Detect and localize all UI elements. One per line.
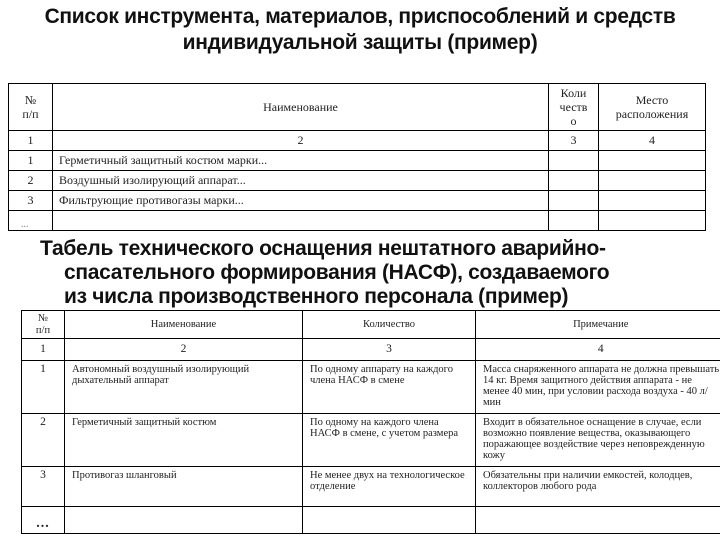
row-qty (549, 211, 599, 231)
column-number-row (22, 339, 720, 361)
row-name: Герметичный защитный костюм (65, 414, 303, 467)
header-place (599, 84, 706, 131)
row-name: Воздушный изолирующий аппарат... (53, 171, 549, 191)
header-num-line1: № (37, 312, 49, 324)
row-num: 2 (9, 171, 53, 191)
section1-title-line1: Список инструмента, материалов, приспособлений и средств (44, 5, 676, 28)
header-num (9, 84, 53, 131)
header-name: Наименование (65, 311, 303, 339)
header-qty: Количество (303, 311, 476, 339)
row-note (476, 507, 720, 534)
nasf-equipment-table (21, 310, 720, 534)
header-place-line2: расположения (615, 107, 689, 121)
table-header-row (9, 84, 706, 131)
section2-title-line2: спасательного формирования (НАСФ), создаваемого (64, 261, 610, 284)
section1-title (0, 4, 720, 56)
row-num: ... (9, 211, 53, 231)
table-row (9, 191, 706, 211)
header-qty (549, 84, 599, 131)
row-name (53, 211, 549, 231)
row-qty (549, 171, 599, 191)
tools-list-table (8, 83, 706, 231)
table-header-row (22, 311, 720, 339)
colnum-3: 3 (549, 131, 599, 151)
row-num: 3 (9, 191, 53, 211)
header-note: Примечание (476, 311, 720, 339)
header-num-line2: п/п (22, 107, 39, 121)
colnum-1: 1 (22, 339, 65, 361)
row-place (599, 171, 706, 191)
row-place (599, 211, 706, 231)
row-name (65, 507, 303, 534)
section1-title-line2: индивидуальной защиты (пример) (182, 31, 538, 54)
table-row (22, 414, 720, 467)
section2-title-line1: Табель технического оснащения нештатного аварийно- (40, 237, 606, 260)
row-num: 3 (22, 467, 65, 507)
row-num: 2 (22, 414, 65, 467)
colnum-2: 2 (53, 131, 549, 151)
colnum-4: 4 (476, 339, 720, 361)
header-num-line1: № (24, 93, 37, 107)
header-num (22, 311, 65, 339)
colnum-2: 2 (65, 339, 303, 361)
row-qty: По одному аппарату на каждого члена НАСФ в смене (303, 361, 476, 414)
table-row (9, 151, 706, 171)
row-name: Герметичный защитный костюм марки... (53, 151, 549, 171)
header-qty-line2: честв (559, 100, 588, 114)
row-num: 1 (22, 361, 65, 414)
table-row (22, 467, 720, 507)
row-name: Фильтрующие противогазы марки... (53, 191, 549, 211)
row-name: Противогаз шланговый (65, 467, 303, 507)
row-note: Входит в обязательное оснащение в случае, если возможно появление вещества, оказывающего поражающее воздействие через неповрежденную кожу (476, 414, 720, 467)
row-qty: По одному на каждого члена НАСФ в смене, с учетом размера (303, 414, 476, 467)
column-number-row (9, 131, 706, 151)
row-qty (303, 507, 476, 534)
row-num: ... (22, 507, 65, 534)
row-qty (549, 191, 599, 211)
header-num-line2: п/п (35, 324, 51, 336)
header-qty-line1: Коли (560, 86, 587, 100)
row-qty (549, 151, 599, 171)
row-qty: Не менее двух на технологическое отделение (303, 467, 476, 507)
table-row (22, 361, 720, 414)
section2-title (40, 237, 680, 309)
row-note: Масса снаряженного аппарата не должна превышать 14 кг. Время защитного действия аппарата - не менее 40 мин, при условии расхода воздуха - 40 л/мин (476, 361, 720, 414)
header-name: Наименование (53, 84, 549, 131)
table-row (9, 171, 706, 191)
header-place-line1: Место (635, 93, 669, 107)
table-row-ellipsis (22, 507, 720, 534)
row-num: 1 (9, 151, 53, 171)
row-note: Обязательны при наличии емкостей, колодцев, коллекторов любого рода (476, 467, 720, 507)
row-place (599, 191, 706, 211)
section2-title-line3: из числа производственного персонала (пример) (64, 285, 569, 308)
row-place (599, 151, 706, 171)
table-row-ellipsis (9, 211, 706, 231)
colnum-3: 3 (303, 339, 476, 361)
colnum-4: 4 (599, 131, 706, 151)
header-qty-line3: о (570, 114, 577, 128)
row-name: Автономный воздушный изолирующий дыхательный аппарат (65, 361, 303, 414)
colnum-1: 1 (9, 131, 53, 151)
